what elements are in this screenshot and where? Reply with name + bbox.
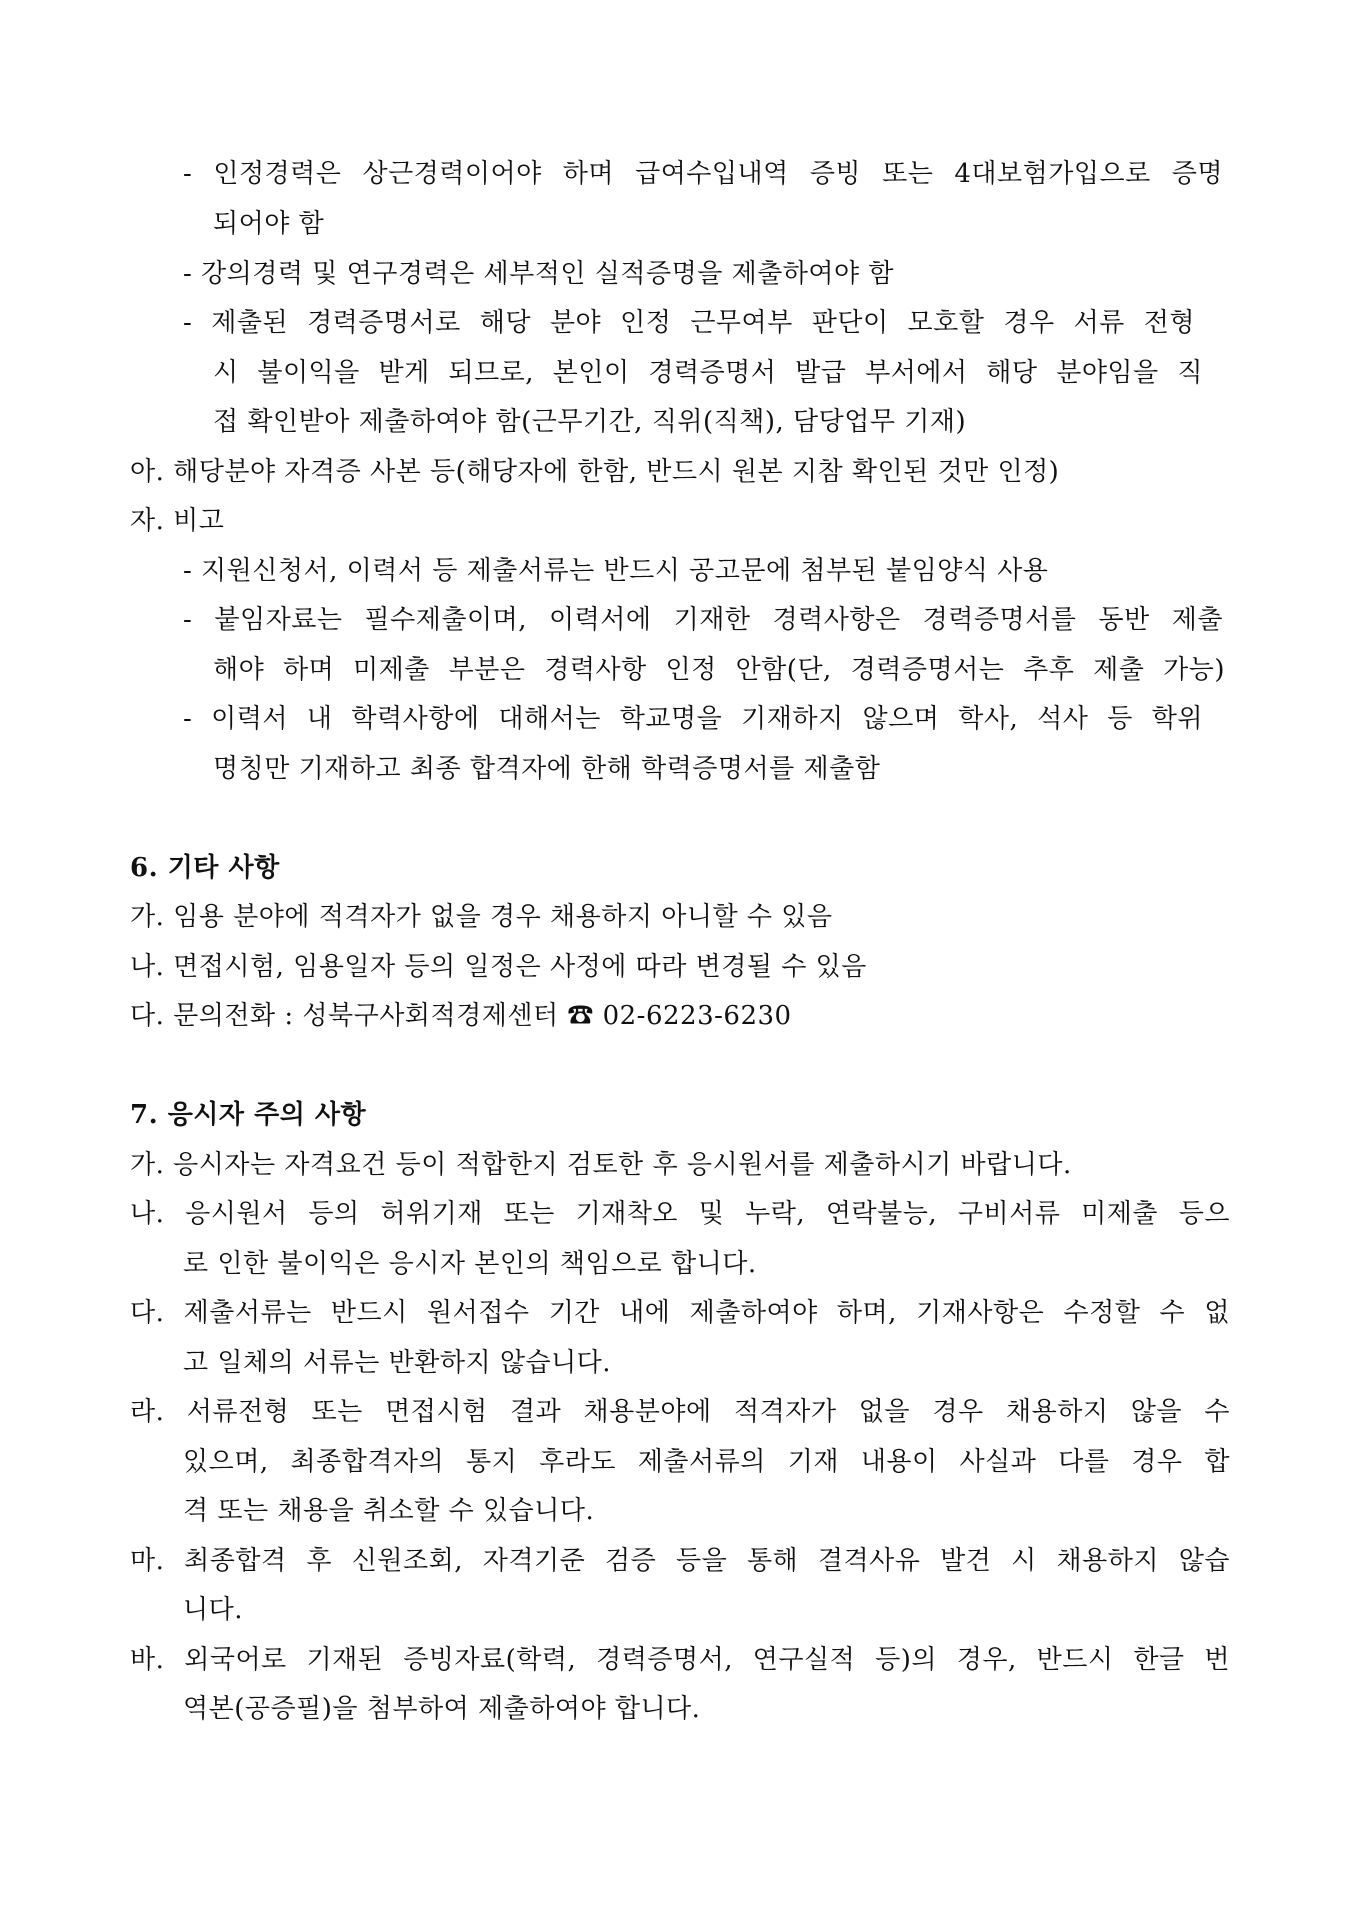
text-line: 라. 서류전형 또는 면접시험 결과 채용분야에 적격자가 없을 경우 채용하지 않을 수 <box>130 1397 1230 1427</box>
text-line: 다. 제출서류는 반드시 원서접수 기간 내에 제출하여야 하며, 기재사항은 수정할 수 없 <box>130 1298 1230 1328</box>
text-line: 나. 응시원서 등의 허위기재 또는 기재착오 및 누락, 연락불능, 구비서류 미제출 등으 <box>130 1199 1230 1229</box>
section-heading: 7. 응시자 주의 사항 <box>130 1100 367 1130</box>
text-line: 니다. <box>183 1595 243 1625</box>
text-line: 시 불이익을 받게 되므로, 본인이 경력증명서 발급 부서에서 해당 분야임을 직 <box>213 358 1203 388</box>
text-line: 마. 최종합격 후 신원조회, 자격기준 검증 등을 통해 결격사유 발견 시 채용하지 않습 <box>130 1546 1230 1576</box>
section-heading: 6. 기타 사항 <box>130 853 280 883</box>
text-line: 격 또는 채용을 취소할 수 있습니다. <box>183 1496 595 1526</box>
text-line: 명칭만 기재하고 최종 합격자에 한해 학력증명서를 제출함 <box>213 754 881 784</box>
text-line: 있으며, 최종합격자의 통지 후라도 제출서류의 기재 내용이 사실과 다를 경우 합 <box>183 1447 1230 1477</box>
text-line: 되어야 함 <box>213 209 325 239</box>
text-line: - 이력서 내 학력사항에 대해서는 학교명을 기재하지 않으며 학사, 석사 등 학위 <box>183 704 1203 734</box>
text-line: 나. 면접시험, 임용일자 등의 일정은 사정에 따라 변경될 수 있음 <box>130 952 867 982</box>
text-line: 바. 외국어로 기재된 증빙자료(학력, 경력증명서, 연구실적 등)의 경우, 반드시 한글 번 <box>130 1645 1230 1675</box>
text-line: - 제출된 경력증명서로 해당 분야 인정 근무여부 판단이 모호할 경우 서류 전형 <box>183 308 1195 338</box>
text-line: 가. 응시자는 자격요건 등이 적합한지 검토한 후 응시원서를 제출하시기 바랍니다. <box>130 1150 1072 1180</box>
text-line: 해야 하며 미제출 부분은 경력사항 인정 안함(단, 경력증명서는 추후 제출 가능) <box>213 655 1225 685</box>
text-line: 고 일체의 서류는 반환하지 않습니다. <box>183 1348 612 1378</box>
text-line: - 인정경력은 상근경력이어야 하며 급여수입내역 증빙 또는 4대보험가입으로 증명 <box>183 159 1223 189</box>
text-line: - 강의경력 및 연구경력은 세부적인 실적증명을 제출하여야 함 <box>183 259 895 289</box>
text-line: 가. 임용 분야에 적격자가 없을 경우 채용하지 아니할 수 있음 <box>130 902 833 932</box>
text-line: 역본(공증필)을 첨부하여 제출하여야 합니다. <box>183 1694 701 1724</box>
text-line: 로 인한 불이익은 응시자 본인의 책임으로 합니다. <box>183 1249 757 1279</box>
text-line: 접 확인받아 제출하여야 함(근무기간, 직위(직책), 담당업무 기재) <box>213 407 967 437</box>
text-line: 다. 문의전화 : 성북구사회적경제센터 ☎ 02-6223-6230 <box>130 1001 792 1031</box>
text-line: - 지원신청서, 이력서 등 제출서류는 반드시 공고문에 첨부된 붙임양식 사용 <box>183 556 1049 586</box>
text-line: 아. 해당분야 자격증 사본 등(해당자에 한함, 반드시 원본 지참 확인된 것만 인정) <box>130 457 1060 487</box>
text-line: 자. 비고 <box>130 506 225 536</box>
text-line: - 붙임자료는 필수제출이며, 이력서에 기재한 경력사항은 경력증명서를 동반 제출 <box>183 605 1223 635</box>
